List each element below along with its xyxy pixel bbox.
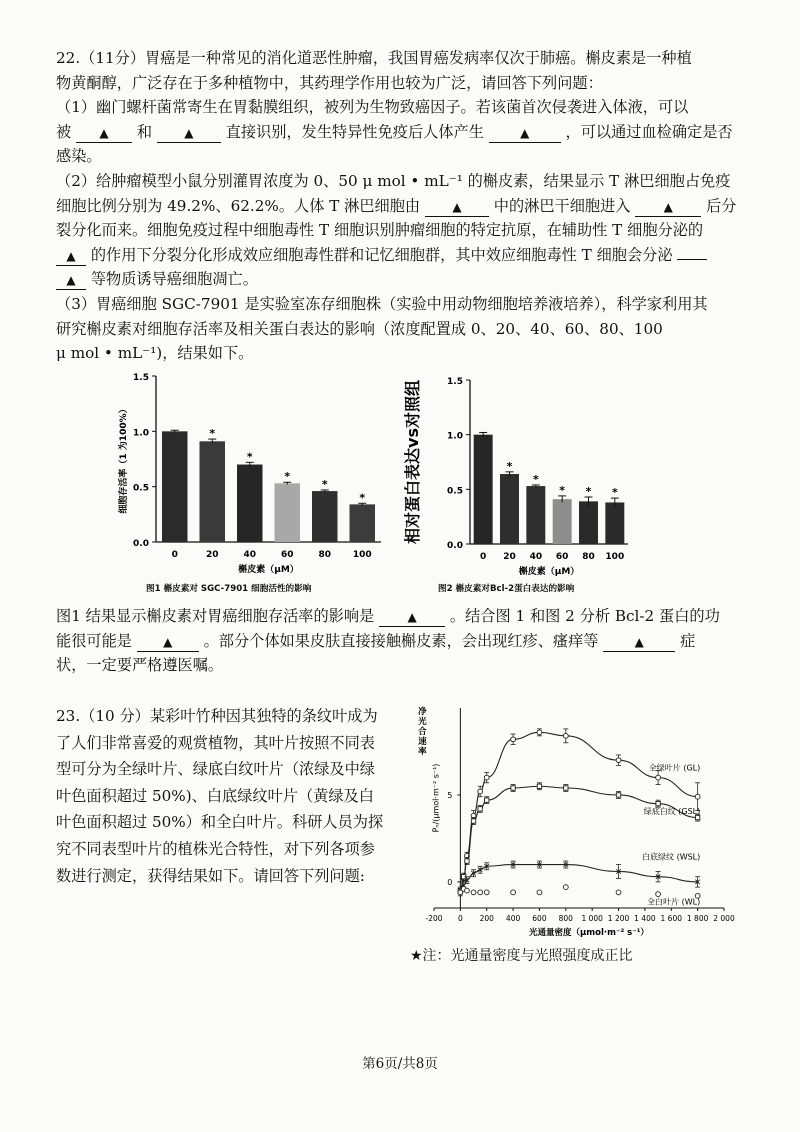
data-point — [511, 737, 516, 742]
data-point — [616, 758, 621, 763]
bar — [474, 435, 493, 544]
q22-line: 裂分化而来。细胞免疫过程中细胞毒性 T 细胞识别肿瘤细胞的特定抗原，在辅助性 T 细胞分泌的 — [56, 221, 704, 240]
x-tick-label: 20 — [205, 550, 219, 560]
x-tick-label: 80 — [582, 552, 595, 562]
triangle-blank-icon: ▲ — [407, 610, 417, 624]
q22-line: 感染。 — [56, 147, 102, 166]
data-point — [656, 801, 660, 805]
x-tick-label: 60 — [280, 550, 294, 560]
q23-line: 叶色面积超过 50%)、白底绿纹叶片（黄绿及白 — [56, 786, 374, 805]
x-tick-label: 1 200 — [607, 914, 630, 923]
y-tick-label: 0 — [447, 877, 453, 887]
bar — [275, 483, 301, 542]
answer-blank[interactable] — [489, 124, 561, 143]
figure-2-bar-chart — [400, 366, 650, 576]
question-22-continued — [56, 604, 746, 678]
x-tick-label: 0 — [457, 914, 463, 923]
y-tick-label: 0.5 — [447, 486, 463, 497]
triangle-blank-icon: ▲ — [184, 125, 194, 140]
q22-text: 中的淋巴干细胞进入 — [493, 196, 631, 215]
bar — [579, 501, 598, 544]
data-point — [537, 784, 541, 788]
data-point — [563, 885, 568, 890]
series-label: 绿底白纹 (GSL) — [643, 807, 701, 817]
data-point — [471, 819, 475, 823]
q22-text: 能很可能是 — [56, 631, 132, 650]
triangle-blank-icon: ▲ — [66, 273, 76, 288]
data-point — [465, 859, 469, 863]
series-label: 白底绿纹 (WSL) — [642, 852, 701, 862]
q22-line: （2）给肿瘤模型小鼠分别灌胃浓度为 0、50 μ mol • mL⁻¹ 的槲皮素，结果显示 T 淋巴细胞占免疫 — [56, 171, 731, 190]
q22-text: 直接识别，发生特异性免疫后人体产生 — [225, 122, 484, 141]
q22-text: ，可以通过血检确定是否 — [565, 122, 733, 141]
bar — [553, 499, 572, 544]
significance-star: * — [585, 484, 592, 498]
x-tick-label: 60 — [555, 552, 569, 562]
data-point — [695, 794, 700, 799]
x-tick-label: 0 — [171, 550, 178, 560]
x-tick-label: 1 400 — [634, 914, 656, 923]
data-point — [564, 786, 568, 790]
triangle-blank-icon: ▲ — [163, 634, 173, 649]
q22-line — [56, 243, 746, 268]
x-tick-label: -200 — [425, 914, 443, 923]
significance-star: * — [321, 477, 328, 491]
q22-line: （1）幽门螺杆菌常寄生在胃黏膜组织，被列为生物致癌因子。若该菌首次侵袭进入体液，可以 — [56, 98, 689, 117]
bar — [350, 504, 376, 542]
figure-2-caption: 图2 槲皮素对Bcl-2蛋白表达的影响 — [438, 584, 575, 594]
series-label: 全白叶片 (WL) — [647, 897, 701, 907]
x-tick-label: 1 000 — [581, 914, 603, 923]
answer-blank[interactable] — [56, 271, 86, 290]
question-22 — [56, 46, 746, 366]
figure-1-bar-chart — [108, 366, 398, 576]
q22-text: 图1 结果显示槲皮素对胃癌细胞存活率的影响是 — [56, 607, 375, 625]
y-tick-label: 1.0 — [447, 431, 463, 442]
data-point — [484, 890, 489, 895]
data-point — [616, 890, 621, 895]
x-tick-label: 80 — [318, 550, 332, 560]
y-axis-label: 细胞存活率（1 为100%） — [119, 404, 129, 514]
q22-line — [56, 120, 746, 145]
triangle-blank-icon: ▲ — [452, 199, 462, 214]
question-23 — [56, 703, 396, 889]
q22-text: 。结合图 1 和图 2 分析 Bcl-2 蛋白的功 — [449, 607, 720, 625]
x-axis-label: 槲皮素（μM） — [518, 567, 580, 576]
q22-line: 物黄酮醇，广泛存在于多种植物中，其药理学作用也较为广泛，请回答下列问题： — [56, 73, 603, 92]
answer-blank[interactable] — [425, 198, 489, 217]
q22-line: 状，一定要严格遵医嘱。 — [56, 656, 224, 675]
q23-line: 数进行测定，获得结果如下。请回答下列问题: — [56, 866, 365, 885]
q22-line — [56, 194, 746, 219]
answer-blank[interactable] — [635, 198, 701, 217]
data-point — [471, 890, 476, 895]
significance-star: * — [532, 472, 539, 486]
answer-blank[interactable] — [76, 124, 132, 143]
significance-star: * — [506, 459, 513, 473]
x-tick-label: 600 — [532, 914, 547, 923]
triangle-blank-icon: ▲ — [663, 199, 673, 214]
y-tick-label: 0.0 — [447, 541, 463, 551]
bar — [162, 431, 188, 542]
significance-star: * — [559, 483, 566, 497]
x-tick-label: 400 — [505, 914, 521, 923]
q22-text: 细胞比例分别为 49.2%、62.2%。人体 T 淋巴细胞由 — [56, 196, 421, 215]
x-axis-label: 槲皮素（μM） — [238, 565, 299, 575]
page-footer: 第6页/共8页 — [362, 1056, 438, 1072]
answer-blank[interactable] — [157, 124, 221, 143]
x-tick-label: 0 — [480, 552, 487, 562]
data-point — [478, 789, 483, 794]
answer-blank[interactable] — [603, 633, 675, 652]
q23-line: 了人们非常喜爱的观赏植物，其叶片按照不同表 — [56, 733, 375, 752]
significance-star: * — [611, 486, 618, 500]
bar — [237, 465, 263, 542]
y-tick-label: 1.0 — [133, 428, 149, 439]
x-tick-label: 200 — [479, 914, 494, 923]
bar — [500, 474, 519, 544]
q22-text: 症 — [680, 631, 696, 650]
series-line — [460, 865, 697, 891]
q22-text: 后分 — [706, 196, 737, 215]
x-axis-label: 光通量密度（μmol·m⁻² s⁻¹） — [529, 928, 649, 938]
data-point — [511, 786, 515, 790]
y-axis-label: 相对蛋白表达vs对照组 — [403, 380, 422, 544]
y-axis-label: Pₙ/(μmol·m⁻² s⁻¹) — [431, 763, 441, 833]
q22-line: （3）胃癌细胞 SGC-7901 是实验室冻存细胞株（实验中用动物细胞培养液培养），科学家利用其 — [56, 294, 708, 313]
bar — [312, 491, 338, 542]
q22-line: 22.（11分）胃癌是一种常见的消化道恶性肿瘤，我国胃癌发病率仅次于肺癌。槲皮素是一种植 — [56, 49, 692, 67]
answer-blank[interactable] — [677, 259, 707, 260]
answer-blank[interactable] — [379, 608, 445, 627]
y-tick-label: 1.5 — [447, 377, 463, 387]
q22-line — [56, 604, 746, 629]
bar — [605, 502, 624, 544]
q23-line: 型可分为全绿叶片、绿底白纹叶片（浓绿及中绿 — [56, 760, 375, 779]
triangle-blank-icon: ▲ — [520, 125, 530, 140]
figure-1-caption: 图1 槲皮素对 SGC-7901 细胞活性的影响 — [146, 584, 312, 594]
q22-line — [56, 629, 746, 654]
data-point — [537, 890, 542, 895]
x-tick-label: 800 — [558, 914, 573, 923]
x-tick-label: 2 000 — [713, 914, 735, 923]
q22-line: μ mol • mL⁻¹)，结果如下。 — [56, 344, 254, 363]
data-point — [478, 890, 483, 895]
y-tick-label: 1.5 — [133, 373, 149, 383]
significance-star: * — [359, 491, 366, 505]
significance-star: * — [246, 450, 253, 464]
bar — [526, 486, 545, 544]
y-side-label: 净光合速率 — [418, 707, 427, 757]
chart-note: ★注：光通量密度与光照强度成正比 — [410, 948, 633, 964]
x-tick-label: 40 — [529, 552, 543, 562]
y-tick-label: 0.0 — [133, 539, 149, 549]
q23-line: 23.（10 分）某彩叶竹种因其独特的条纹叶成为 — [56, 707, 378, 725]
data-point — [563, 733, 568, 738]
series-label: 全绿叶片 (GL) — [648, 763, 701, 773]
figure-3-line-chart — [410, 700, 750, 946]
answer-blank[interactable] — [56, 247, 86, 266]
x-tick-label: 100 — [605, 552, 625, 562]
bar — [200, 441, 226, 542]
q22-text: 的作用下分裂分化形成效应细胞毒性群和记忆细胞群，其中效应细胞毒性 T 细胞会分泌 — [90, 245, 673, 264]
triangle-blank-icon: ▲ — [634, 634, 644, 649]
data-point — [537, 730, 542, 735]
q23-line: 叶色面积超过 50%）和全白叶片。科研人员为探 — [56, 813, 384, 832]
data-point — [511, 890, 516, 895]
x-tick-label: 100 — [352, 550, 372, 560]
y-tick-label: 0.5 — [133, 483, 149, 494]
x-tick-label: 1 800 — [686, 914, 709, 923]
data-point — [485, 798, 489, 802]
significance-star: * — [284, 470, 291, 484]
triangle-blank-icon: ▲ — [99, 125, 109, 140]
series-line — [460, 786, 697, 890]
data-point — [465, 888, 470, 893]
y-tick-label: 5 — [447, 790, 453, 800]
data-point — [656, 775, 661, 780]
significance-star: * — [209, 427, 216, 441]
triangle-blank-icon: ▲ — [66, 248, 76, 263]
q22-text: 和 — [136, 122, 153, 141]
data-point — [656, 892, 661, 897]
q23-line: 究不同表型叶片的植株光合特性，对下列各项参 — [56, 839, 375, 858]
data-point — [616, 793, 620, 797]
x-tick-label: 1 600 — [660, 914, 683, 923]
x-tick-label: 40 — [243, 550, 257, 560]
q22-text: 被 — [56, 122, 72, 141]
q22-line — [56, 267, 746, 292]
data-point — [484, 775, 489, 780]
answer-blank[interactable] — [137, 633, 199, 652]
q22-text: 。部分个体如果皮肤直接接触槲皮素，会出现红疹、瘙痒等 — [203, 631, 599, 650]
q22-text: 等物质诱导癌细胞凋亡。 — [90, 270, 258, 289]
q22-line: 研究槲皮素对细胞存活率及相关蛋白表达的影响（浓度配置成 0、20、40、60、80、100 — [56, 319, 663, 338]
x-tick-label: 20 — [503, 552, 516, 562]
data-point — [478, 807, 482, 811]
